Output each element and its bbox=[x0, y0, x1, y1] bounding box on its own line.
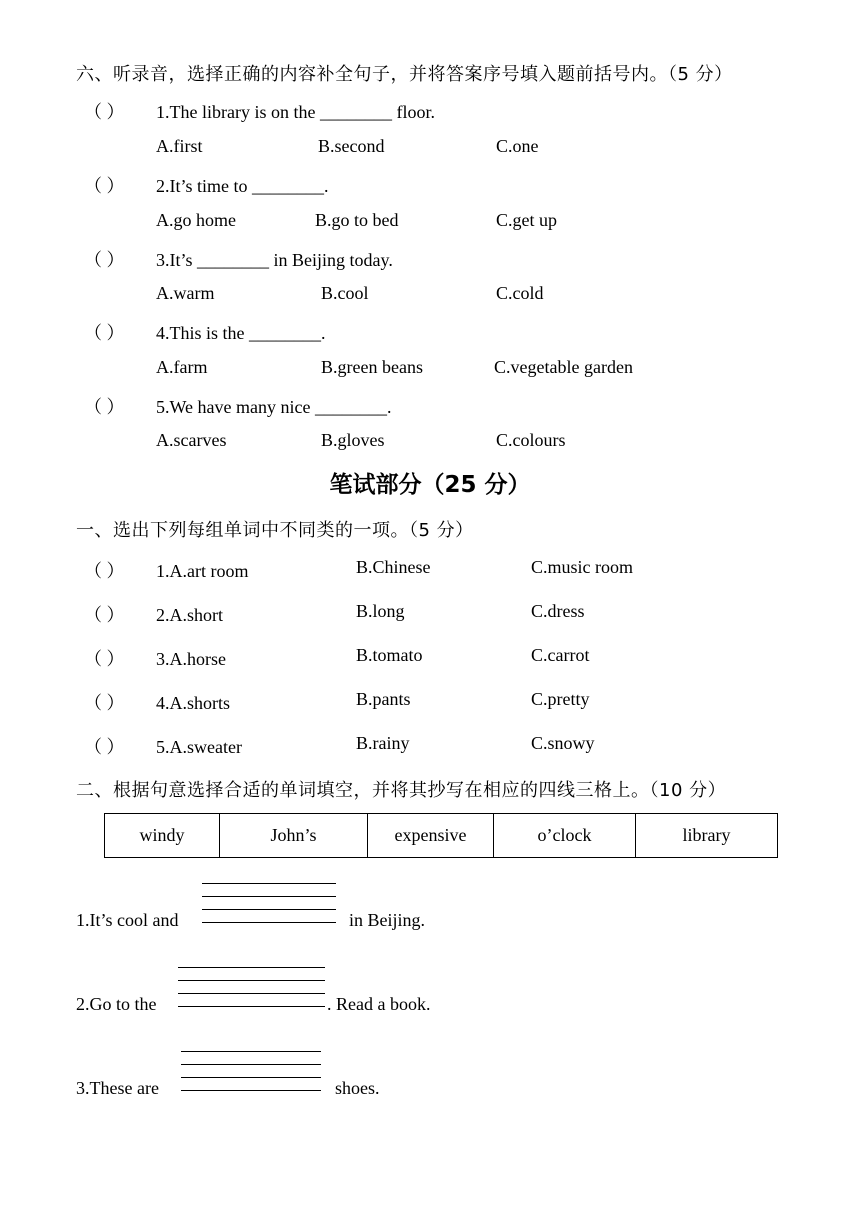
option-c: C.cold bbox=[496, 283, 544, 303]
question-stem: 4.This is the ________. bbox=[156, 323, 326, 343]
answer-bracket[interactable]: （ ） bbox=[84, 323, 125, 343]
sentence-2-after: . Read a book. bbox=[327, 994, 431, 1014]
question-stem: 3.It’s ________ in Beijing today. bbox=[156, 250, 393, 270]
answer-bracket[interactable]: （ ） bbox=[84, 649, 125, 669]
sentence-3-before: 3.These are bbox=[76, 1078, 159, 1098]
option-b: B.gloves bbox=[321, 430, 385, 450]
option-b: B.go to bed bbox=[315, 210, 399, 230]
option-b: B.cool bbox=[321, 283, 369, 303]
option-c: C.get up bbox=[496, 210, 557, 230]
word-bank-word: John’s bbox=[220, 814, 368, 858]
fill-in-heading: 二、根据句意选择合适的单词填空，并将其抄写在相应的四线三格上。（10 分） bbox=[76, 780, 727, 801]
sentence-3-after: shoes. bbox=[335, 1078, 380, 1098]
option-a: A.first bbox=[156, 136, 203, 156]
option-b: B.second bbox=[318, 136, 385, 156]
option-c: C.dress bbox=[531, 601, 585, 621]
sentence-1-after: in Beijing. bbox=[349, 910, 425, 930]
option-b: B.rainy bbox=[356, 733, 410, 753]
question-stem: 1.The library is on the ________ floor. bbox=[156, 102, 435, 122]
odd-question-5 bbox=[84, 733, 242, 759]
option-c: C.carrot bbox=[531, 645, 590, 665]
word-bank-word: expensive bbox=[368, 814, 494, 858]
answer-bracket[interactable]: （ ） bbox=[84, 693, 125, 713]
option-b: B.long bbox=[356, 601, 405, 621]
four-line-writing-space-1[interactable] bbox=[202, 883, 336, 925]
option-a: 3.A.horse bbox=[156, 649, 226, 669]
option-c: C.music room bbox=[531, 557, 633, 577]
written-part-title: 笔试部分（25 分） bbox=[329, 472, 531, 498]
answer-bracket[interactable]: （ ） bbox=[84, 561, 125, 581]
answer-bracket[interactable]: （ ） bbox=[84, 737, 125, 757]
option-a: A.scarves bbox=[156, 430, 227, 450]
option-b: B.pants bbox=[356, 689, 411, 709]
word-bank-word: windy bbox=[105, 814, 220, 858]
word-bank-word: library bbox=[636, 814, 778, 858]
option-c: C.vegetable garden bbox=[494, 357, 633, 377]
answer-bracket[interactable]: （ ） bbox=[84, 605, 125, 625]
odd-question-1 bbox=[84, 557, 248, 583]
word-bank-word: o’clock bbox=[494, 814, 636, 858]
listening-question-4 bbox=[84, 319, 326, 345]
option-a: A.farm bbox=[156, 357, 208, 377]
listening-question-1 bbox=[84, 98, 435, 124]
listening-question-3 bbox=[84, 246, 393, 272]
sentence-1-before: 1.It’s cool and bbox=[76, 910, 179, 930]
option-c: C.colours bbox=[496, 430, 566, 450]
question-stem: 2.It’s time to ________. bbox=[156, 176, 329, 196]
option-a: A.warm bbox=[156, 283, 215, 303]
answer-bracket[interactable]: （ ） bbox=[84, 397, 125, 417]
word-bank-table bbox=[104, 813, 778, 858]
answer-bracket[interactable]: （ ） bbox=[84, 176, 125, 196]
option-b: B.Chinese bbox=[356, 557, 431, 577]
odd-question-4 bbox=[84, 689, 230, 715]
question-stem: 5.We have many nice ________. bbox=[156, 397, 392, 417]
four-line-writing-space-2[interactable] bbox=[178, 967, 325, 1009]
option-c: C.one bbox=[496, 136, 539, 156]
four-line-writing-space-3[interactable] bbox=[181, 1051, 321, 1093]
listening-question-5 bbox=[84, 393, 392, 419]
option-a: 1.A.art room bbox=[156, 561, 249, 581]
option-a: 5.A.sweater bbox=[156, 737, 242, 757]
odd-question-2 bbox=[84, 601, 223, 627]
option-b: B.tomato bbox=[356, 645, 423, 665]
answer-bracket[interactable]: （ ） bbox=[84, 250, 125, 270]
sentence-2-before: 2.Go to the bbox=[76, 994, 157, 1014]
option-a: 4.A.shorts bbox=[156, 693, 231, 713]
odd-one-out-heading: 一、选出下列每组单词中不同类的一项。（5 分） bbox=[76, 520, 474, 541]
option-c: C.pretty bbox=[531, 689, 590, 709]
odd-question-3 bbox=[84, 645, 226, 671]
option-c: C.snowy bbox=[531, 733, 595, 753]
option-b: B.green beans bbox=[321, 357, 423, 377]
listening-heading: 六、听录音，选择正确的内容补全句子，并将答案序号填入题前括号内。（5 分） bbox=[76, 64, 733, 85]
option-a: 2.A.short bbox=[156, 605, 223, 625]
listening-question-2 bbox=[84, 172, 329, 198]
option-a: A.go home bbox=[156, 210, 236, 230]
answer-bracket[interactable]: （ ） bbox=[84, 102, 125, 122]
